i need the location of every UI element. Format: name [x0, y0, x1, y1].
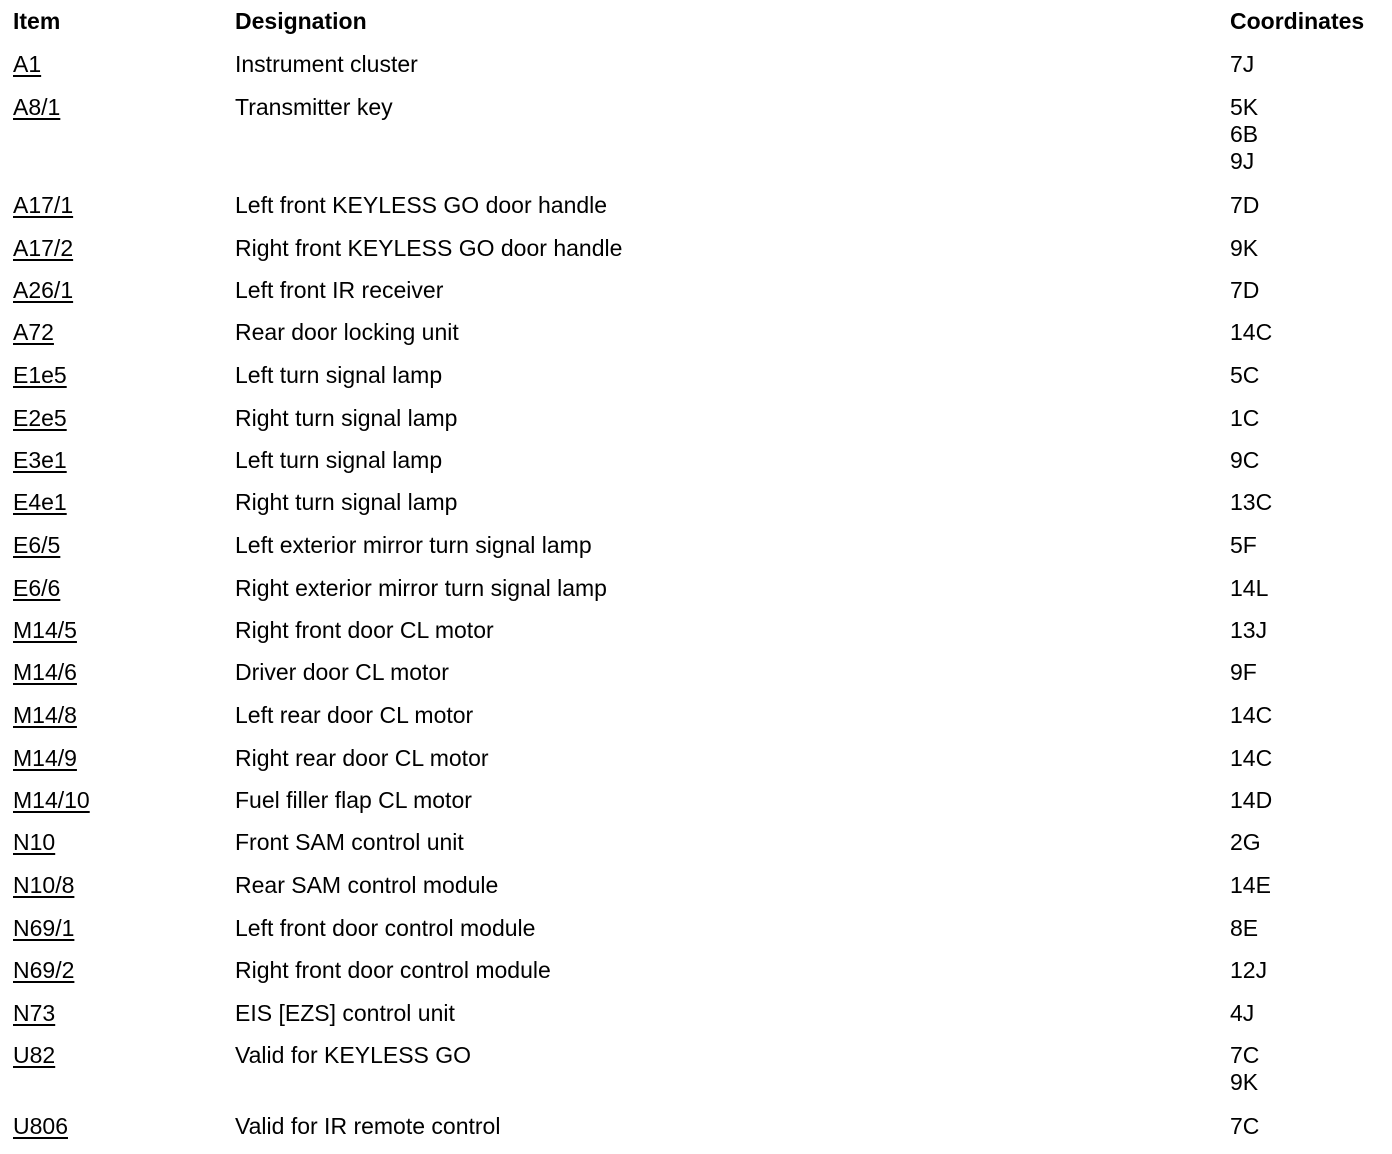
coordinate-value: 5F — [1230, 532, 1257, 558]
coordinate-value: 9K — [1230, 235, 1259, 261]
coordinates-cell — [1230, 94, 1258, 175]
coordinates-cell — [1230, 447, 1259, 474]
table-header — [0, 8, 1392, 38]
table-row — [0, 745, 1392, 772]
coordinates-cell — [1230, 277, 1259, 304]
designation-text: Transmitter key — [235, 94, 393, 120]
designation-text: Right turn signal lamp — [235, 489, 458, 515]
coordinates-cell — [1230, 617, 1267, 644]
coordinate-value: 7C — [1230, 1042, 1260, 1068]
coordinate-value: 14C — [1230, 319, 1273, 345]
coordinate-value: 6B — [1230, 121, 1259, 147]
coordinates-cell — [1230, 192, 1259, 219]
item-link[interactable]: E6/5 — [13, 532, 61, 558]
coordinates-cell — [1230, 362, 1259, 389]
item-link[interactable]: A17/1 — [13, 192, 74, 218]
designation-text: Driver door CL motor — [235, 659, 449, 685]
coordinates-cell — [1230, 532, 1257, 559]
table-row — [0, 51, 1392, 78]
coordinates-cell — [1230, 575, 1268, 602]
designation-text: Left turn signal lamp — [235, 447, 443, 473]
item-link[interactable]: U806 — [13, 1113, 68, 1139]
coordinates-cell — [1230, 1042, 1259, 1096]
coordinates-cell — [1230, 745, 1272, 772]
coordinates-cell — [1230, 489, 1272, 516]
coordinate-value: 7D — [1230, 277, 1260, 303]
designation-text: Right front door CL motor — [235, 617, 494, 643]
coordinate-value: 14C — [1230, 745, 1273, 771]
table-row — [0, 362, 1392, 389]
item-link[interactable]: N10 — [13, 829, 56, 855]
coordinate-value: 7J — [1230, 51, 1255, 77]
designation-text: Instrument cluster — [235, 51, 418, 77]
coordinate-value: 5K — [1230, 94, 1259, 120]
coordinate-value: 9K — [1230, 1069, 1259, 1095]
header-item: Item — [13, 8, 61, 34]
table-row — [0, 192, 1392, 219]
item-link[interactable]: M14/6 — [13, 659, 77, 685]
coordinates-cell — [1230, 1000, 1254, 1027]
designation-text: Left turn signal lamp — [235, 362, 443, 388]
table-row — [0, 575, 1392, 602]
item-link[interactable]: M14/9 — [13, 745, 77, 771]
table-row — [0, 405, 1392, 432]
item-link[interactable]: U82 — [13, 1042, 56, 1068]
coordinate-value: 14C — [1230, 702, 1273, 728]
item-link[interactable]: M14/8 — [13, 702, 77, 728]
designation-text: Right front KEYLESS GO door handle — [235, 235, 623, 261]
coordinates-cell — [1230, 787, 1272, 814]
coordinate-value: 1C — [1230, 405, 1260, 431]
coordinate-value: 8E — [1230, 915, 1259, 941]
item-link[interactable]: E2e5 — [13, 405, 67, 431]
table-row — [0, 319, 1392, 346]
coordinates-cell — [1230, 829, 1261, 856]
designation-text: Left front door control module — [235, 915, 536, 941]
designation-text: Valid for KEYLESS GO — [235, 1042, 472, 1068]
item-link[interactable]: A26/1 — [13, 277, 74, 303]
item-link[interactable]: A72 — [13, 319, 54, 345]
table-row — [0, 277, 1392, 304]
table-row — [0, 1042, 1392, 1095]
designation-text: Fuel filler flap CL motor — [235, 787, 472, 813]
coordinate-value: 13C — [1230, 489, 1273, 515]
designation-text: Valid for IR remote control — [235, 1113, 501, 1139]
table-row — [0, 617, 1392, 644]
coordinates-cell — [1230, 957, 1267, 984]
table-row — [0, 702, 1392, 729]
designation-text: Right rear door CL motor — [235, 745, 489, 771]
coordinate-value: 12J — [1230, 957, 1268, 983]
coordinate-value: 2G — [1230, 829, 1261, 855]
table-row — [0, 787, 1392, 814]
item-link[interactable]: E3e1 — [13, 447, 67, 473]
coordinates-cell — [1230, 235, 1258, 262]
coordinate-value: 7C — [1230, 1113, 1260, 1139]
designation-text: Rear door locking unit — [235, 319, 459, 345]
table-row — [0, 829, 1392, 856]
header-designation: Designation — [235, 8, 367, 34]
coordinates-cell — [1230, 51, 1254, 78]
coordinates-cell — [1230, 915, 1258, 942]
item-link[interactable]: A17/2 — [13, 235, 74, 261]
coordinates-cell — [1230, 1113, 1259, 1140]
table-row — [0, 915, 1392, 942]
coordinate-value: 9J — [1230, 148, 1255, 174]
item-link[interactable]: A1 — [13, 51, 42, 77]
designation-text: Right exterior mirror turn signal lamp — [235, 575, 607, 601]
designation-text: Left exterior mirror turn signal lamp — [235, 532, 592, 558]
item-link[interactable]: M14/5 — [13, 617, 77, 643]
table-row — [0, 94, 1392, 174]
coordinate-value: 9F — [1230, 659, 1257, 685]
table-row — [0, 532, 1392, 559]
designation-text: Right turn signal lamp — [235, 405, 458, 431]
coordinates-cell — [1230, 319, 1272, 346]
item-link[interactable]: N69/1 — [13, 915, 75, 941]
table-row — [0, 872, 1392, 899]
table-row — [0, 659, 1392, 686]
coordinate-value: 9C — [1230, 447, 1260, 473]
coordinate-value: 7D — [1230, 192, 1260, 218]
designation-text: Left front IR receiver — [235, 277, 444, 303]
table-row — [0, 1113, 1392, 1140]
header-coordinates: Coordinates — [1230, 8, 1365, 34]
table-row — [0, 447, 1392, 474]
designation-text: Rear SAM control module — [235, 872, 499, 898]
coordinates-cell — [1230, 702, 1272, 729]
item-link[interactable]: A8/1 — [13, 94, 61, 120]
item-link[interactable]: E4e1 — [13, 489, 67, 515]
item-link[interactable]: E6/6 — [13, 575, 61, 601]
coordinates-cell — [1230, 659, 1257, 686]
table-row — [0, 235, 1392, 262]
coordinate-value: 5C — [1230, 362, 1260, 388]
designation-text: Left rear door CL motor — [235, 702, 474, 728]
item-link[interactable]: N69/2 — [13, 957, 75, 983]
item-link[interactable]: N73 — [13, 1000, 56, 1026]
designation-text: Left front KEYLESS GO door handle — [235, 192, 608, 218]
designation-text: EIS [EZS] control unit — [235, 1000, 455, 1026]
table-row — [0, 1000, 1392, 1027]
coordinate-value: 14L — [1230, 575, 1269, 601]
coordinate-value: 4J — [1230, 1000, 1255, 1026]
coordinates-cell — [1230, 872, 1271, 899]
designation-text: Right front door control module — [235, 957, 551, 983]
item-link[interactable]: M14/10 — [13, 787, 90, 813]
table-row — [0, 957, 1392, 984]
coordinates-cell — [1230, 405, 1259, 432]
coordinate-value: 14D — [1230, 787, 1273, 813]
coordinate-value: 13J — [1230, 617, 1268, 643]
item-link[interactable]: N10/8 — [13, 872, 75, 898]
designation-text: Front SAM control unit — [235, 829, 464, 855]
coordinate-value: 14E — [1230, 872, 1271, 898]
table-row — [0, 489, 1392, 516]
item-link[interactable]: E1e5 — [13, 362, 67, 388]
